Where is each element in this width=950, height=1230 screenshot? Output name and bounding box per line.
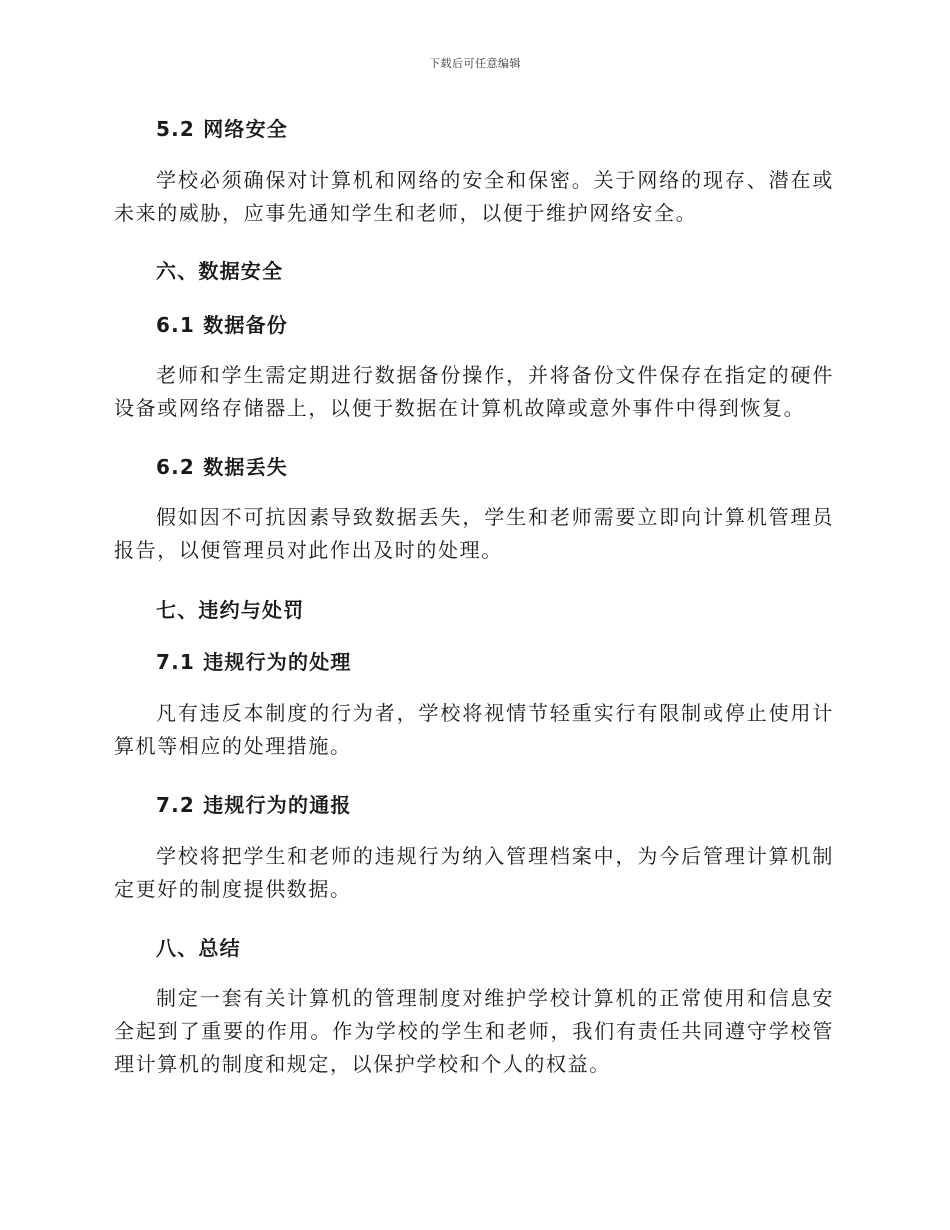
section-heading-7: 七、违约与处罚: [156, 598, 305, 622]
paragraph-violation-handling: 凡有违反本制度的行为者，学校将视情节轻重实行有限制或停止使用计算机等相应的处理措施。: [114, 701, 834, 758]
section-heading-6-2: 6.2 数据丢失: [156, 455, 288, 479]
section-heading-8: 八、总结: [156, 936, 241, 960]
section-heading-5-2: 5.2 网络安全: [156, 117, 288, 141]
paragraph-summary: 制定一套有关计算机的管理制度对维护学校计算机的正常使用和信息安全起到了重要的作用。作为学校的学生和老师，我们有责任共同遵守学校管理计算机的制度和规定，以保护学校和个人的权益。: [114, 986, 834, 1076]
paragraph-data-loss: 假如因不可抗因素导致数据丢失，学生和老师需要立即向计算机管理员报告，以便管理员对此作出及时的处理。: [114, 505, 834, 562]
page-header: 下载后可任意编辑: [429, 57, 521, 70]
section-heading-7-2: 7.2 违规行为的通报: [156, 793, 352, 817]
section-heading-7-1: 7.1 违规行为的处理: [156, 650, 352, 674]
paragraph-network-security: 学校必须确保对计算机和网络的安全和保密。关于网络的现存、潜在或未来的威胁，应事先通知学生和老师，以便于维护网络安全。: [114, 168, 834, 225]
paragraph-violation-report: 学校将把学生和老师的违规行为纳入管理档案中，为今后管理计算机制定更好的制度提供数据。: [114, 844, 834, 901]
section-heading-6-1: 6.1 数据备份: [156, 313, 288, 337]
section-heading-6: 六、数据安全: [156, 259, 284, 283]
paragraph-data-backup: 老师和学生需定期进行数据备份操作，并将备份文件保存在指定的硬件设备或网络存储器上，以便于数据在计算机故障或意外事件中得到恢复。: [114, 363, 834, 420]
